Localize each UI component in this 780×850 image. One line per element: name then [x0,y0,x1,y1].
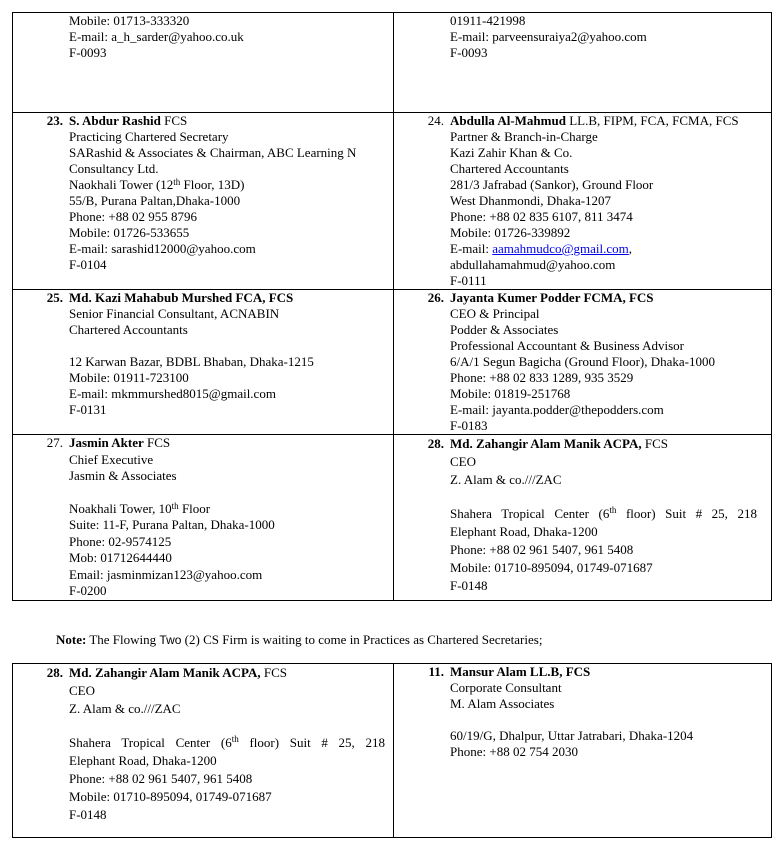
email: E-mail: a_h_sarder@yahoo.co.uk [69,29,244,44]
member-cell-top-right [394,13,772,113]
firm: Kazi Zahir Khan & Co. [450,145,573,160]
entry-number: 24. [427,113,444,128]
mobile: Mobile: 01713-333320 [69,13,190,28]
member-name: Md. Kazi Mahabub Murshed FCA, FCS [69,290,294,305]
credentials: FCS [641,436,669,451]
firm: Z. Alam & co.///ZAC [69,701,181,716]
firm: Jasmin & Associates [69,468,177,483]
mobile: Mobile: 01726-339892 [450,225,571,240]
entry-number: 27. [46,435,63,450]
email: E-mail: aamahmudco@gmail.com, [450,241,633,256]
title: CEO & Principal [450,306,540,321]
email: Email: jasminmizan123@yahoo.com [69,566,263,582]
firm: Podder & Associates [450,322,559,337]
table-row [13,435,772,601]
entry-number: 23. [46,113,63,128]
member-name: Jayanta Kumer Podder FCMA, FCS [450,290,654,305]
address-2: Elephant Road, Dhaka-1200 [69,753,217,768]
address-1: Naokhali Tower (12th Floor, 13D) [69,177,245,192]
email: E-mail: mkmmurshed8015@gmail.com [69,386,276,401]
member-cell-26 [394,290,772,435]
member-name: Md. Zahangir Alam Manik ACPA, [69,665,261,680]
address-2: Elephant Road, Dhaka-1200 [450,524,598,539]
mobile: Mobile: 01710-895094, 01749-071687 [450,560,653,575]
member-cell-25 [13,290,394,435]
phone: Phone: +88 02 754 2030 [450,744,578,759]
member-cell-28 [394,435,772,601]
member-cell-27 [13,435,394,601]
title: Partner & Branch-in-Charge [450,129,598,144]
entry-number: 25. [46,290,63,305]
firm: M. Alam Associates [450,696,555,711]
folio-id: F-0131 [69,402,107,417]
folio-id: F-0111 [450,273,487,288]
title: Practicing Chartered Secretary [69,129,229,144]
address: 6/A/1 Segun Bagicha (Ground Floor), Dhaka-1000 [450,354,716,369]
address: 60/19/G, Dhalpur, Uttar Jatrabari, Dhaka-1204 [450,728,694,743]
firm-cont: Consultancy Ltd. [69,161,159,176]
member-name: Abdulla Al-Mahmud [450,113,566,128]
phone: Phone: +88 02 961 5407, 961 5408 [450,542,634,557]
mobile: Mobile: 01710-895094, 01749-071687 [69,789,272,804]
address-2: Suite: 11-F, Purana Paltan, Dhaka-1000 [69,517,275,532]
table-row [13,113,772,290]
title: CEO [69,683,95,698]
member-cell-23 [13,113,394,290]
title: Corporate Consultant [450,680,562,695]
address: 12 Karwan Bazar, BDBL Bhaban, Dhaka-1215 [69,354,314,369]
folio-id: F-0104 [69,257,107,272]
firm: SARashid & Associates & Chairman, ABC Learning N [69,145,357,160]
folio-id: F-0093 [450,45,488,60]
phone: Phone: 02-9574125 [69,533,172,549]
credentials: LL.B, FIPM, FCA, FCMA, FCS [565,113,739,128]
firm-type: Professional Accountant & Business Advisor [450,338,684,353]
title: Senior Financial Consultant, ACNABIN [69,306,280,321]
email-2: abdullahamahmud@yahoo.com [450,257,616,272]
phone: 01911-421998 [450,13,526,28]
email-link[interactable]: aamahmudco@gmail.com [492,241,629,256]
title: Chief Executive [69,451,154,467]
table-row [13,664,772,838]
table-row [13,290,772,435]
title: CEO [450,454,476,469]
member-cell-11 [394,664,772,838]
credentials: FCS [160,113,188,128]
phone: Phone: +88 02 835 6107, 811 3474 [450,209,633,224]
email: E-mail: jayanta.podder@thepodders.com [450,402,664,417]
email: E-mail: parveensuraiya2@yahoo.com [450,29,647,44]
credentials: FCS [143,435,171,450]
mobile: Mobile: 01726-533655 [69,225,190,240]
member-name: Md. Zahangir Alam Manik ACPA, [450,436,642,451]
folio-id: F-0183 [450,418,488,433]
member-cell-top-left [13,13,394,113]
firm-type: Chartered Accountants [69,322,188,337]
member-cell-24 [394,113,772,290]
address-1: Shahera Tropical Center (6th floor) Suit # 25, 218 [450,505,757,521]
email: E-mail: sarashid12000@yahoo.com [69,241,256,256]
folio-id: F-0093 [69,45,107,60]
mobile: Mobile: 01911-723100 [69,370,189,385]
mobile: Mobile: 01819-251768 [450,386,571,401]
member-table [12,12,772,601]
phone: Phone: +88 02 833 1289, 935 3529 [450,370,634,385]
folio-id: F-0148 [69,807,107,822]
address-1: Noakhali Tower, 10th Floor [69,500,211,516]
address-2: 55/B, Purana Paltan,Dhaka-1000 [69,193,241,208]
member-name: Mansur Alam LL.B, FCS [450,664,591,679]
phone: Phone: +88 02 961 5407, 961 5408 [69,771,253,786]
waiting-firms-table [12,663,772,838]
entry-number: 28. [427,436,444,451]
phone: Phone: +88 02 955 8796 [69,209,197,224]
member-cell-28-waiting [13,664,394,838]
note: Note: The Flowing Two (2) CS Firm is waiting to come in Practices as Chartered Secretaries; [56,632,543,647]
folio-id: F-0148 [450,578,488,593]
firm: Z. Alam & co.///ZAC [450,472,562,487]
member-name: Jasmin Akter [69,435,144,450]
address-1: 281/3 Jafrabad (Sankor), Ground Floor [450,177,654,192]
firm-type: Chartered Accountants [450,161,569,176]
credentials: FCS [260,665,288,680]
folio-id: F-0200 [69,583,107,598]
member-name: S. Abdur Rashid [69,113,161,128]
entry-number: 26. [427,290,444,305]
mobile: Mob: 01712644440 [69,550,172,565]
entry-number: 28. [46,665,63,680]
address-2: West Dhanmondi, Dhaka-1207 [450,193,612,208]
table-row [13,13,772,113]
address-1: Shahera Tropical Center (6th floor) Suit # 25, 218 [69,734,385,750]
entry-number: 11. [428,664,444,679]
